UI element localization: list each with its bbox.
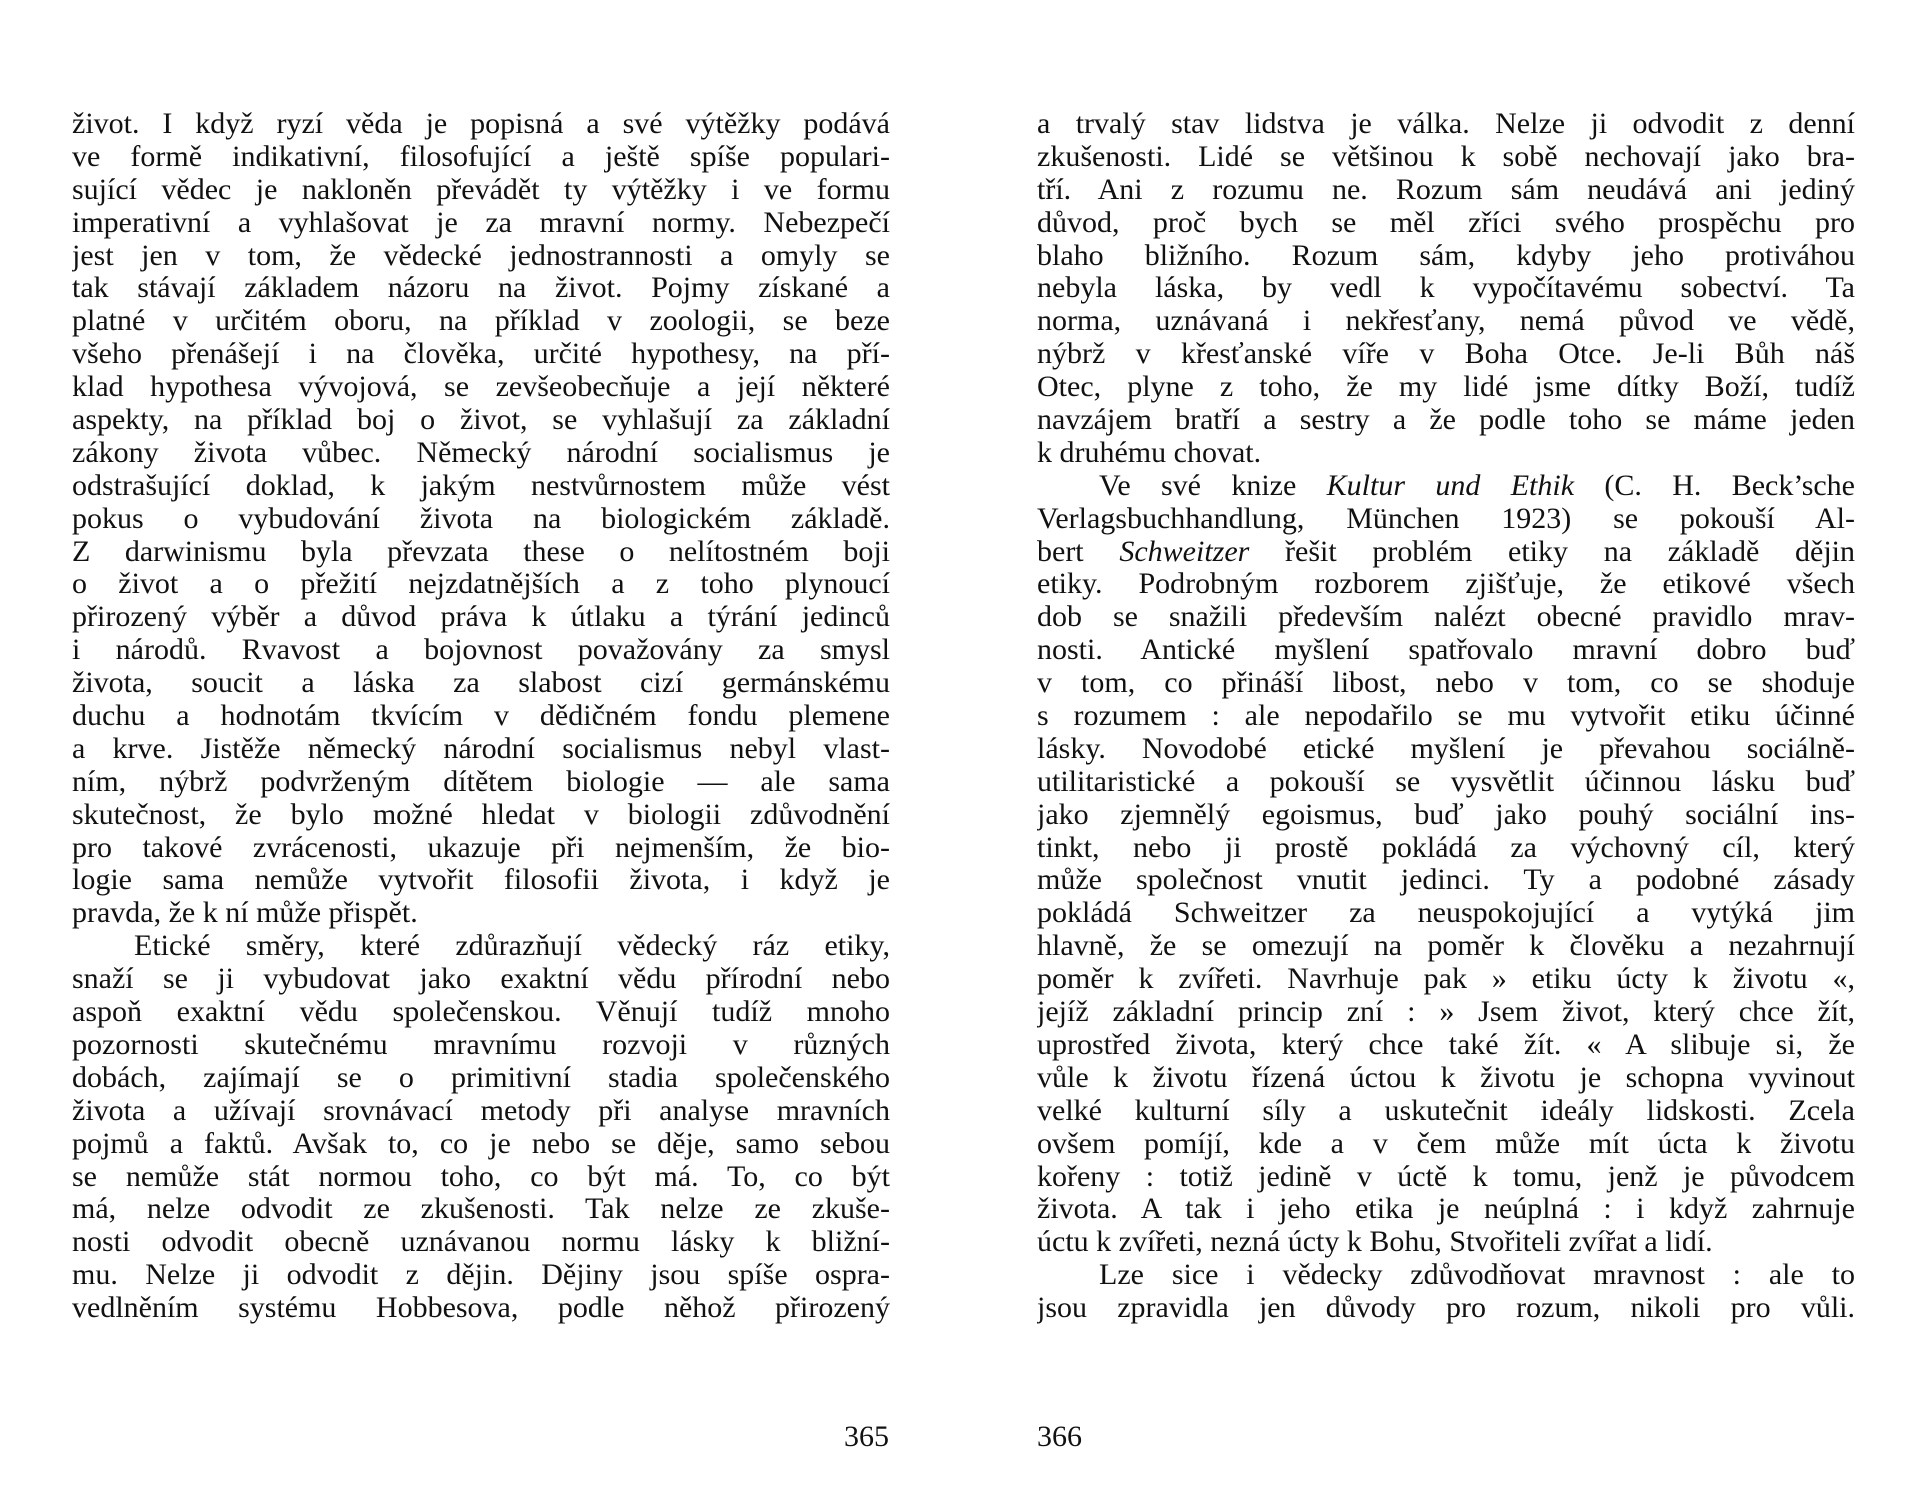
text-line: o život a o přežití nejzdatnějších a z toho plynoucí	[72, 568, 890, 601]
text-line: Otec, plyne z toho, že my lidé jsme dítky Boží, tudíž	[1037, 371, 1855, 404]
text-line: a trvalý stav lidstva je válka. Nelze ji odvodit z denní	[1037, 108, 1855, 140]
book-title-italic: Kultur und Ethik	[1326, 469, 1575, 502]
text-line: pozornosti skutečnému mravnímu rozvoji v různých	[72, 1028, 890, 1061]
text-line: nosti odvodit obecně uznávanou normu lásky k bližní-	[72, 1226, 890, 1259]
text-line: sující vědec je nakloněn převádět ty výtěžky i ve formu	[72, 173, 890, 206]
text-line: etiky. Podrobným rozborem zjišťuje, že etikové všech	[1037, 568, 1855, 601]
text-line: ovšem pomíjí, kde a v čem může mít úcta k životu	[1037, 1127, 1855, 1160]
text-line: dob se snažili především nalézt obecné pravidlo mrav-	[1037, 601, 1855, 634]
text-line: nýbrž v křesťanské víře v Boha Otce. Je-li Bůh náš	[1037, 338, 1855, 371]
text-line: pravda, že k ní může přispět.	[72, 897, 418, 930]
text-line: přirozený výběr a důvod práva k útlaku a týrání jedinců	[72, 601, 890, 634]
text-segment: bert	[1037, 535, 1120, 568]
text-segment: (C. H. Beck’sche	[1574, 469, 1855, 502]
text-line: nebyla láska, by vedl k vypočítavému sobectví. Ta	[1037, 272, 1855, 305]
text-line: vedlněním systému Hobbesova, podle něhož přirozený	[72, 1292, 890, 1325]
text-line: může společnost vnutit jedinci. Ty a podobné zásady	[1037, 864, 1855, 897]
text-line: zkušenosti. Lidé se většinou k sobě nechovají jako bra-	[1037, 140, 1855, 173]
text-line: pojmů a faktů. Avšak to, co je nebo se děje, samo sebou	[72, 1127, 890, 1160]
text-line: dobách, zajímají se o primitivní stadia společenského	[72, 1061, 890, 1094]
text-line: imperativní a vyhlašovat je za mravní normy. Nebezpečí	[72, 206, 890, 239]
text-line: k druhému chovat.	[1037, 436, 1262, 469]
right-page	[1037, 108, 1855, 1325]
text-line: lásky. Novodobé etické myšlení je převahou sociálně-	[1037, 732, 1855, 765]
text-line: norma, uznávaná i nekřesťany, nemá původ ve vědě,	[1037, 305, 1855, 338]
text-line: jest jen v tom, že vědecké jednostrannosti a omyly se	[72, 239, 890, 272]
text-line: důvod, proč bych se měl zříci svého prospěchu pro	[1037, 206, 1855, 239]
text-line: všeho přenášejí i na člověka, určité hypothesy, na pří-	[72, 338, 890, 371]
page-number-left: 365	[844, 1420, 889, 1453]
text-line: tří. Ani z rozumu ne. Rozum sám neudává ani jediný	[1037, 173, 1855, 206]
text-segment: řešit problém etiky na základě dějin	[1249, 535, 1855, 568]
text-line: aspoň exaktní vědu společenskou. Věnují tudíž mnoho	[72, 996, 890, 1029]
text-line: úctu k zvířeti, nezná úcty k Bohu, Stvořiteli zvířat a lidí.	[1037, 1226, 1713, 1259]
text-line: ním, nýbrž podvrženým dítětem biologie — ale sama	[72, 765, 890, 798]
text-line: jsou zpravidla jen důvody pro rozum, nikoli pro vůli.	[1037, 1292, 1855, 1325]
text-line: i národů. Rvavost a bojovnost považovány za smysl	[72, 634, 890, 667]
text-line: Verlagsbuchhandlung, München 1923) se pokouší Al-	[1037, 502, 1855, 535]
text-line: skutečnost, že bylo možné hledat v biologii zdůvodnění	[72, 798, 890, 831]
paragraph-first-line: Lze sice i vědecky zdůvodňovat mravnost : ale to	[1099, 1259, 1855, 1292]
text-line: života. A tak i jeho etika je neúplná : i když zahrnuje	[1037, 1193, 1855, 1226]
text-line: odstrašující doklad, k jakým nestvůrnostem může vést	[72, 469, 890, 502]
text-line: tinkt, nebo ji prostě pokládá za výchovný cíl, který	[1037, 831, 1855, 864]
text-line: uprostřed života, který chce také žít. « A slibuje si, že	[1037, 1028, 1855, 1061]
text-line: života, soucit a láska za slabost cizí germánskému	[72, 667, 890, 700]
text-line: s rozumem : ale nepodařilo se mu vytvořit etiku účinné	[1037, 700, 1855, 733]
text-line: blaho bližního. Rozum sám, kdyby jeho protiváhou	[1037, 239, 1855, 272]
text-line: jako zjemnělý egoismus, buď jako pouhý sociální ins-	[1037, 798, 1855, 831]
text-line: život. I když ryzí věda je popisná a své výtěžky podává	[72, 108, 890, 140]
text-line: v tom, co přináší libost, nebo v tom, co se shoduje	[1037, 667, 1855, 700]
text-line: kořeny : totiž jedině v úctě k tomu, jenž je původcem	[1037, 1160, 1855, 1193]
text-line: nosti. Antické myšlení spatřovalo mravní dobro buď	[1037, 634, 1855, 667]
text-line: aspekty, na příklad boj o život, se vyhlašují za základní	[72, 404, 890, 437]
text-line: navzájem bratří a sestry a že podle toho se máme jeden	[1037, 404, 1855, 437]
text-line: má, nelze odvodit ze zkušenosti. Tak nelze ze zkuše-	[72, 1193, 890, 1226]
text-line: se nemůže stát normou toho, co být má. To, co být	[72, 1160, 890, 1193]
text-line: poměr k zvířeti. Navrhuje pak » etiku úcty k životu «,	[1037, 963, 1855, 996]
text-line: velké kulturní síly a uskutečnit ideály lidskosti. Zcela	[1037, 1094, 1855, 1127]
text-line	[1037, 536, 1855, 569]
text-line: pokus o vybudování života na biologickém základě.	[72, 502, 890, 535]
text-line: tak stávají základem názoru na život. Pojmy získané a	[72, 272, 890, 305]
text-segment: Ve své knize	[1099, 469, 1327, 502]
text-line: utilitaristické a pokouší se vysvětlit účinnou lásku buď	[1037, 765, 1855, 798]
text-line: jejíž základní princip zní : » Jsem život, který chce žít,	[1037, 996, 1855, 1029]
page-number-right: 366	[1037, 1420, 1082, 1453]
text-line: snaží se ji vybudovat jako exaktní vědu přírodní nebo	[72, 963, 890, 996]
text-line: duchu a hodnotám tkvícím v dědičném fondu plemene	[72, 700, 890, 733]
text-line: platné v určitém oboru, na příklad v zoologii, se beze	[72, 305, 890, 338]
text-line: mu. Nelze ji odvodit z dějin. Dějiny jsou spíše ospra-	[72, 1259, 890, 1292]
text-line: Z darwinismu byla převzata these o nelítostném boji	[72, 535, 890, 568]
text-line: vůle k životu řízená úctou k životu je schopna vyvinout	[1037, 1061, 1855, 1094]
text-line: pro takové zvrácenosti, ukazuje při nejmenším, že bio-	[72, 831, 890, 864]
text-line: života a užívají srovnávací metody při analyse mravních	[72, 1094, 890, 1127]
text-line: hlavně, že se omezují na poměr k člověku a nezahrnují	[1037, 930, 1855, 963]
paragraph-first-line: Etické směry, které zdůrazňují vědecký ráz etiky,	[134, 930, 890, 963]
text-line: a krve. Jistěže německý národní socialismus nebyl vlast-	[72, 732, 890, 765]
text-line: logie sama nemůže vytvořit filosofii života, i když je	[72, 864, 890, 897]
paragraph-first-line	[1037, 470, 1855, 503]
author-name-italic: Schweitzer	[1119, 535, 1250, 568]
text-line: pokládá Schweitzer za neuspokojující a vytýká jim	[1037, 897, 1855, 930]
text-line: ve formě indikativní, filosofující a ještě spíše populari-	[72, 140, 890, 173]
text-line: zákony života vůbec. Německý národní socialismus je	[72, 436, 890, 469]
left-page	[72, 108, 890, 1325]
text-line: klad hypothesa vývojová, se zevšeobecňuje a její některé	[72, 371, 890, 404]
